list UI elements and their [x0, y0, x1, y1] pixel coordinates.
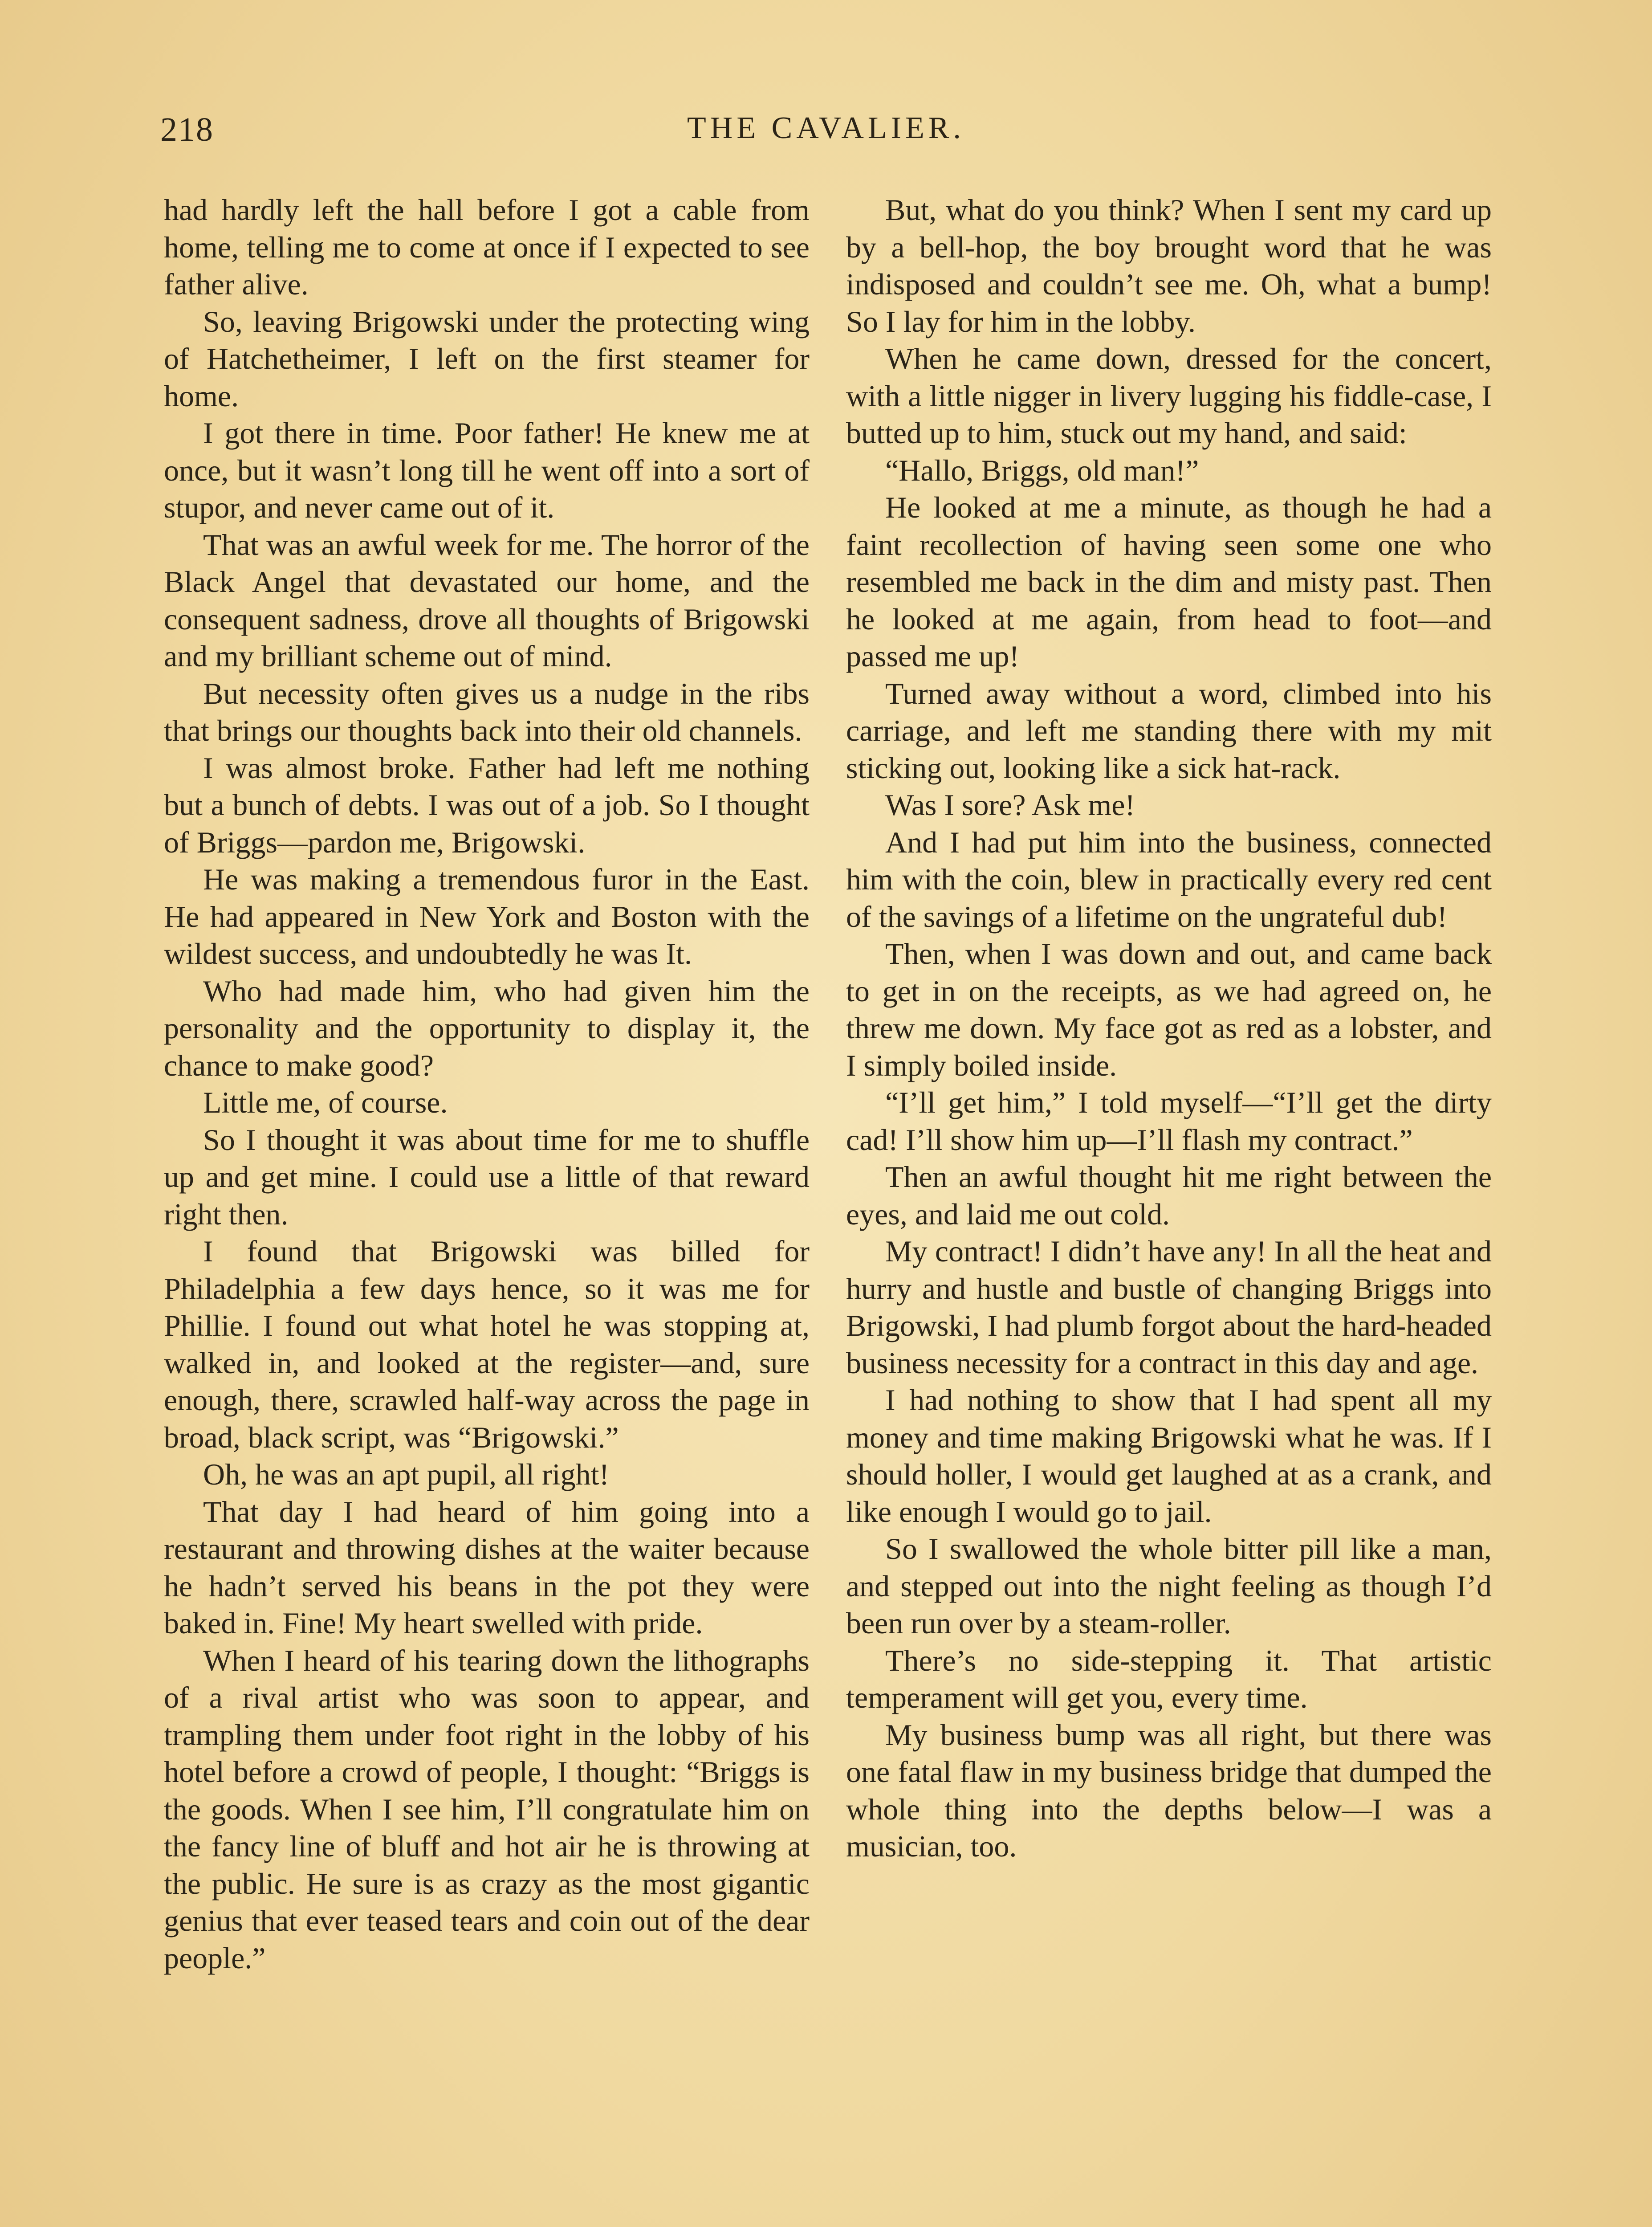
running-head [160, 110, 1492, 159]
paragraph: And I had put him into the business, connected him with the coin, blew in practically every red cent of the savings of a lifetime on the ungrateful dub! [846, 825, 1492, 934]
paragraph: That was an awful week for me. The horror of the Black Angel that devastated our home, and the consequent sadness, drove all thoughts of Brigowski and my brilliant scheme out of mind. [164, 527, 810, 673]
paragraph: There’s no side-stepping it. That artistic temperament will get you, every time. [846, 1643, 1492, 1714]
paragraph: Oh, he was an apt pupil, all right! [203, 1457, 610, 1491]
paragraph: I had nothing to show that I had spent all my money and time making Brigowski what he was. If I should holler, I would get laughed at as a crank, and like enough I would go to jail. [846, 1383, 1492, 1529]
paragraph: My contract! I didn’t have any! In all the heat and hurry and hustle and bustle of changing Briggs into Brigowski, I had plumb forgot about the hard-headed business necessity for a contract in this day and age. [846, 1234, 1492, 1380]
magazine-title: THE CAVALIER. [687, 111, 965, 145]
paragraph: I was almost broke. Father had left me nothing but a bunch of debts. I was out of a job. So I thought of Briggs—pardon me, Brigowski. [164, 750, 810, 859]
paragraph: Who had made him, who had given him the personality and the opportunity to display it, the chance to make good? [164, 974, 810, 1082]
paragraph: So, leaving Brigowski under the protecting wing of Hatchetheimer, I left on the first steamer for home. [164, 304, 810, 413]
right-text-column [846, 192, 1492, 1865]
paragraph: Was I sore? Ask me! [885, 788, 1135, 822]
paragraph: But necessity often gives us a nudge in the ribs that brings our thoughts back into their old channels. [164, 676, 810, 747]
paragraph: I got there in time. Poor father! He knew me at once, but it wasn’t long till he went off into a sort of stupor, and never came out of it. [164, 416, 810, 524]
left-text-column [164, 192, 810, 1977]
paragraph: “Hallo, Briggs, old man!” [885, 453, 1199, 487]
paragraph: My business bump was all right, but there was one fatal flaw in my business bridge that dumped the whole thing into the depths below—I was a musician, too. [846, 1717, 1492, 1863]
paragraph: had hardly left the hall before I got a cable from home, telling me to come at once if I expected to see father alive. [164, 193, 810, 301]
paragraph: He was making a tremendous furor in the East. He had appeared in New York and Boston with the wildest success, and undoubtedly he was It. [164, 862, 810, 971]
paragraph: He looked at me a minute, as though he had a faint recollection of having seen some one who resembled me back in the dim and misty past. Then he looked at me again, from head to foot—and passed me up! [846, 490, 1492, 673]
paragraph: Then an awful thought hit me right between the eyes, and laid me out cold. [846, 1160, 1492, 1231]
paragraph: Turned away without a word, climbed into his carriage, and left me standing there with my mit sticking out, looking like a sick hat-rack. [846, 676, 1492, 785]
paragraph: So I swallowed the whole bitter pill like a man, and stepped out into the night feeling as though I’d been run over by a steam-roller. [846, 1532, 1492, 1640]
paragraph: Then, when I was down and out, and came back to get in on the receipts, as we had agreed on, he threw me down. My face got as red as a lobster, and I simply boiled inside. [846, 937, 1492, 1082]
paragraph: When I heard of his tearing down the lithographs of a rival artist who was soon to appear, and trampling them under foot right in the lobby of his hotel before a crowd of people, I thought: “Briggs is the goods. When I see him, I’ll congratulate him on the fancy line of bluff and hot air he is throwing at the public. He sure is as crazy as the most gigantic genius that ever teased tears and coin out of the dear people.” [164, 1643, 810, 1975]
paragraph: That day I had heard of him going into a restaurant and throwing dishes at the waiter because he hadn’t served his beans in the pot they were baked in. Fine! My heart swelled with pride. [164, 1494, 810, 1640]
paragraph: When he came down, dressed for the concert, with a little nigger in livery lugging his fiddle-case, I butted up to him, stuck out my hand, and said: [846, 342, 1492, 450]
page-number: 218 [160, 111, 214, 148]
paragraph: “I’ll get him,” I told myself—“I’ll get the dirty cad! I’ll show him up—I’ll flash my contract.” [846, 1085, 1492, 1157]
paragraph: I found that Brigowski was billed for Philadelphia a few days hence, so it was me for Phillie. I found out what hotel he was stopping at, walked in, and looked at the register—and, sure enough, there, scrawled half-way across the page in broad, black script, was “Brigowski.” [164, 1234, 810, 1454]
paragraph: Little me, of course. [203, 1085, 448, 1119]
paragraph: But, what do you think? When I sent my card up by a bell-hop, the boy brought word that he was indisposed and couldn’t see me. Oh, what a bump! So I lay for him in the lobby. [846, 193, 1492, 339]
paragraph: So I thought it was about time for me to shuffle up and get mine. I could use a little of that reward right then. [164, 1122, 810, 1231]
